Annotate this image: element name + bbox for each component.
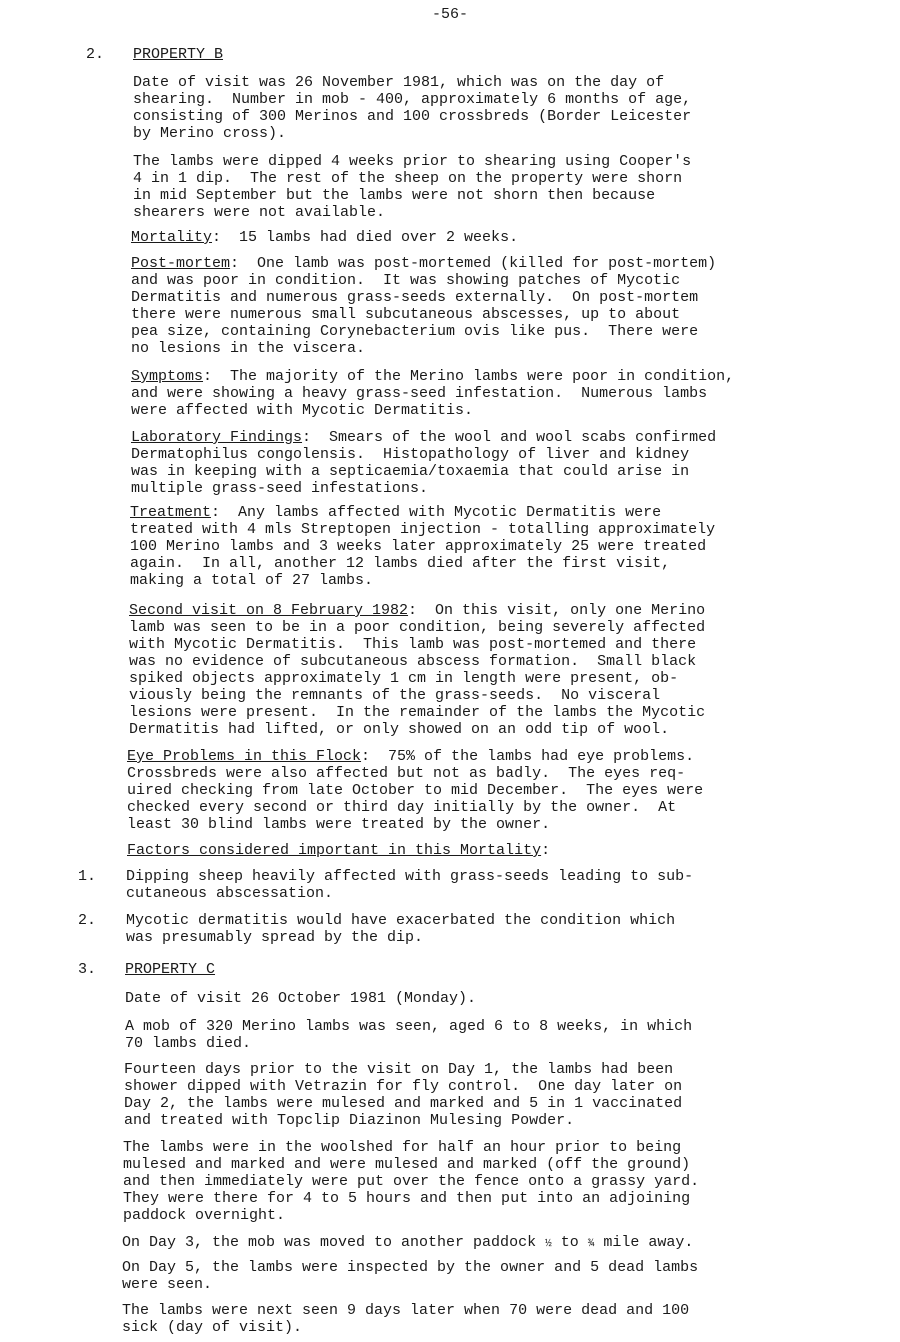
fraction-half: ½ — [545, 1238, 552, 1250]
fourteen-days-paragraph: Fourteen days prior to the visit on Day 1, the lambs had been shower dipped with Vetrazin for fly control. One day later on Day 2, the lambs were mulesed and marked and 5 in 1 vaccinated and treated with Topclip Diazinon Mulesing Powder. — [124, 1061, 683, 1129]
factor-number-1: 1. — [78, 868, 97, 885]
treatment-label: Treatment — [130, 504, 212, 521]
post-mortem-paragraph: Post-mortem: One lamb was post-mortemed (killed for post-mortem) and was poor in condition. It was showing patches of Mycotic Dermatitis and numerous grass-seeds externally. On post-mortem there were numerous small subcutaneous abscesses, up to about pea size, containing Corynebacterium ovis like pus. There were no lesions in the viscera. — [131, 255, 717, 357]
fraction-three-quarters: ¾ — [587, 1238, 595, 1250]
treatment-paragraph: Treatment: Any lambs affected with Mycotic Dermatitis were treated with 4 mls Streptopen injection - totalling approximately 100 Merino lambs and 3 weeks later approximately 25 were treated again. In all, another 12 lambs died after the first visit, making a total of 27 lambs. — [130, 504, 716, 589]
section-heading-b: PROPERTY B — [133, 46, 224, 63]
factor-item-2: Mycotic dermatitis would have exacerbated the condition which was presumably spread by the dip. — [126, 912, 676, 946]
symptoms-paragraph: Symptoms: The majority of the Merino lambs were poor in condition, and were showing a heavy grass-seed infestation. Numerous lambs were affected with Mycotic Dermatitis. — [131, 368, 735, 419]
factor-item-1: Dipping sheep heavily affected with grass-seeds leading to sub- cutaneous abscessation. — [126, 868, 694, 902]
eye-problems-label: Eye Problems in this Flock — [127, 748, 362, 765]
day5-paragraph: On Day 5, the lambs were inspected by the owner and 5 dead lambs were seen. — [122, 1259, 699, 1293]
symptoms-label: Symptoms — [131, 368, 204, 385]
lab-findings-paragraph: Laboratory Findings: Smears of the wool and wool scabs confirmed Dermatophilus congolensis. Histopathology of liver and kidney was in keeping with a septicaemia/toxaemia that could arise in multiple grass-seed infestations. — [131, 429, 717, 497]
dip-paragraph: The lambs were dipped 4 weeks prior to shearing using Cooper's 4 in 1 dip. The rest of the sheep on the property were shorn in mid September but the lambs were not shorn then because shearers were not available. — [133, 153, 692, 221]
day3-paragraph: On Day 3, the mob was moved to another paddock ½ to ¾ mile away. — [122, 1234, 694, 1251]
section-heading-c: PROPERTY C — [125, 961, 216, 978]
mortality-label: Mortality — [131, 229, 213, 246]
visit-paragraph-b: Date of visit was 26 November 1981, which was on the day of shearing. Number in mob - 400, approximately 6 months of age, consisting of 300 Merinos and 100 crossbreds (Border Leicester by Merino cross). — [133, 74, 692, 142]
lab-findings-label: Laboratory Findings — [131, 429, 303, 446]
factors-heading: Factors considered important in this Mortality: — [127, 842, 551, 859]
visit-paragraph-c: Date of visit 26 October 1981 (Monday). — [125, 990, 477, 1007]
post-mortem-label: Post-mortem — [131, 255, 231, 272]
second-visit-label: Second visit on 8 February 1982 — [129, 602, 409, 619]
mob-paragraph: A mob of 320 Merino lambs was seen, aged 6 to 8 weeks, in which 70 lambs died. — [125, 1018, 693, 1052]
factor-number-2: 2. — [78, 912, 97, 929]
second-visit-paragraph: Second visit on 8 February 1982: On this visit, only one Merino lamb was seen to be in a poor condition, being severely affected with Mycotic Dermatitis. This lamb was post-mortemed and there was no evidence of subcutaneous abscess formation. Small black spiked objects approximately 1 cm in length were present, ob- viously being the remnants of the grass-seeds. No visceral lesions were present. In the remainder of the lambs the Mycotic Dermatitis had lifted, or only showed on an odd tip of wool. — [129, 602, 706, 738]
section-number-c: 3. — [78, 961, 97, 978]
page-number: -56- — [431, 6, 468, 23]
mortality-paragraph: Mortality: 15 lambs had died over 2 weeks. — [131, 229, 519, 246]
eye-problems-paragraph: Eye Problems in this Flock: 75% of the lambs had eye problems. Crossbreds were also affected but not as badly. The eyes req- uired checking from late October to mid December. The eyes were checked every second or third day initially by the owner. At least 30 blind lambs were treated by the owner. — [127, 748, 704, 833]
next-seen-paragraph: The lambs were next seen 9 days later when 70 were dead and 100 sick (day of visit). — [122, 1302, 690, 1336]
section-number-b: 2. — [86, 46, 105, 63]
woolshed-paragraph: The lambs were in the woolshed for half an hour prior to being mulesed and marked and were mulesed and marked (off the ground) and then immediately were put over the fence onto a grassy yard. They were there for 4 to 5 hours and then put into an adjoining paddock overnight. — [123, 1139, 700, 1224]
